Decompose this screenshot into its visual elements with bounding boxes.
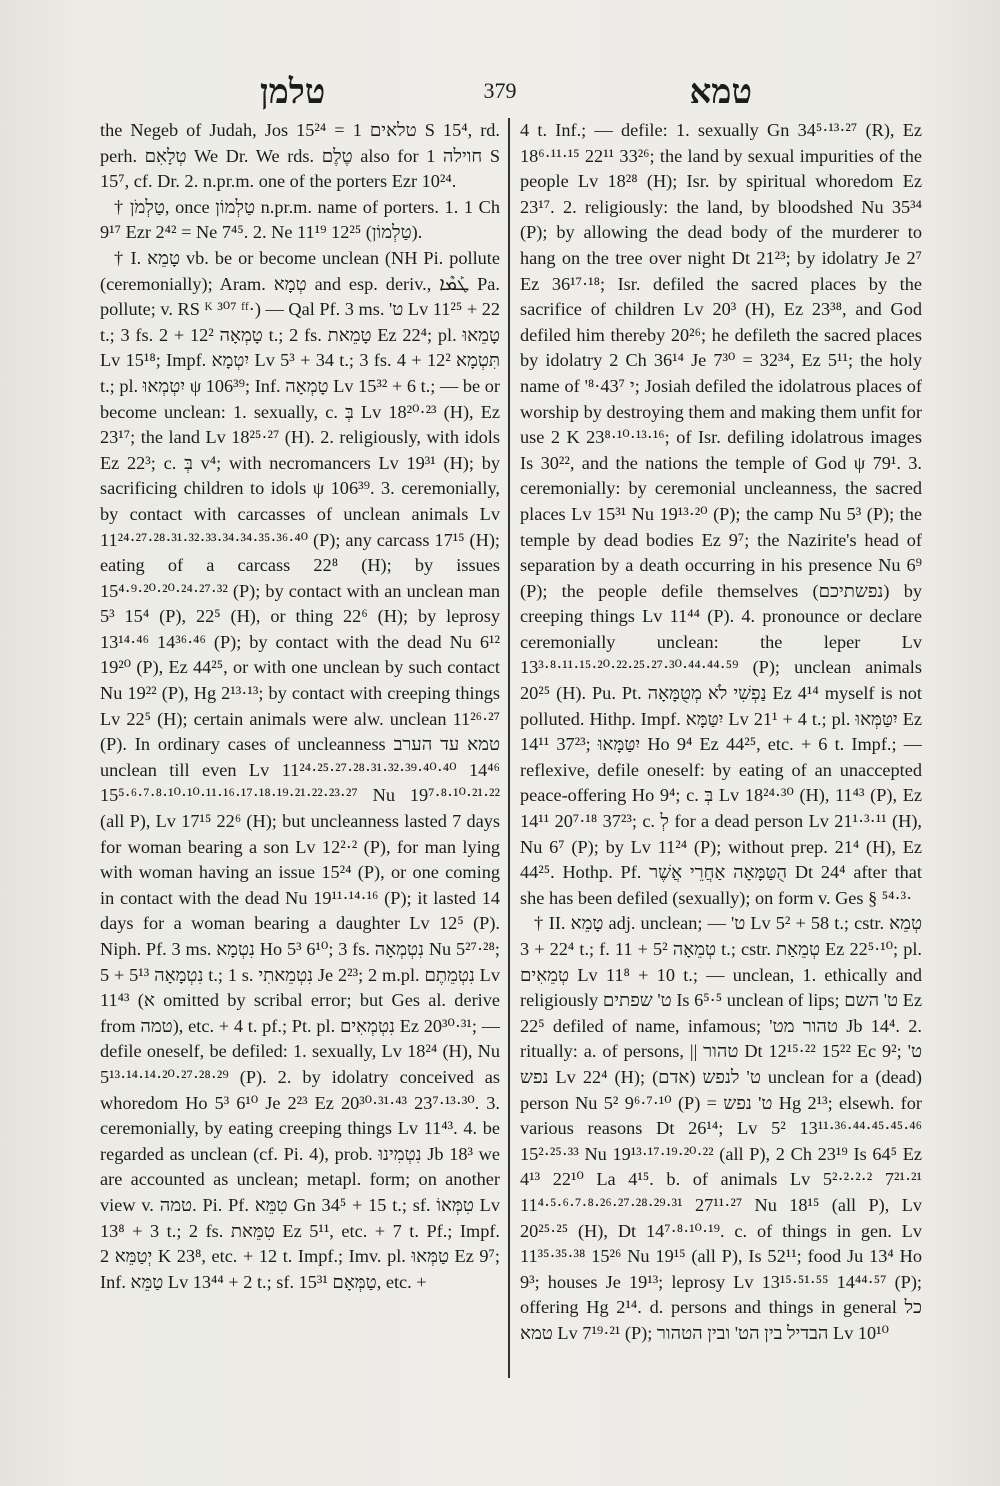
entry-tame-verb: † I. טָמֵא vb. be or become unclean (NH Pi. pollute (ceremonially); Aram. טְמָא and esp. deriv., ܛܰܡܶܐ Pa. pollute; v. RS ᴷ ³⁰⁷ ᶠᶠ·) — Qal Pf. 3 ms. 'ט Lv 11²⁵ + 22 t.; 3 fs. טָמְאָה 12² + 2 t.; 2 fs. טָמֵאת Ez 22⁴; pl. טָמֵאוּ Lv 15¹⁸; Impf. יִטְמָא Lv 5³ + 34 t.; 3 fs. תִּטְמָא 12² + 4 t.; pl. יִטְמְאוּ ψ 106³⁹; Inf. טָמְאָה Lv 15³² + 6 t.; — be or become unclean: 1. sexually, c. בְּ Lv 18²⁰·²³ (H), Ez 23¹⁷; the land Lv 18²⁵·²⁷ (H). 2. religiously, with idols Ez 22³; c. בְּ v⁴; with necromancers Lv 19³¹ (H); by sacrificing children to idols ψ 106³⁹. 3. ceremonially, by contact with carcasses of unclean animals Lv 11²⁴·²⁷·²⁸·³¹·³²·³³·³⁴·³⁴·³⁵·³⁶·⁴⁰ (P); any carcass 17¹⁵ (H); eating of a carcass 22⁸ (H); by issues 15⁴·⁹·²⁰·²⁰·²⁴·²⁷·³² (P); by contact with an unclean man 5³ 15⁴ (P), 22⁵ (H), or thing 22⁶ (H); by leprosy 13¹⁴·⁴⁶ 14³⁶·⁴⁶ (P); by contact with the dead Nu 6¹² 19²⁰ (P), Ez 44²⁵, or with one unclean by such contact Nu 19²² (P), Hg 2¹³·¹³; by contact with creeping things Lv 22⁵ (H); certain animals were alw. unclean 11²⁶·²⁷ (P). In ordinary cases of uncleanness טמא עד הערב unclean till even Lv 11²⁴·²⁵·²⁷·²⁸·³¹·³²·³⁹·⁴⁰·⁴⁰ 14⁴⁶ 15⁵·⁶·⁷·⁸·¹⁰·¹⁰·¹¹·¹⁶·¹⁷·¹⁸·¹⁹·²¹·²²·²³·²⁷ Nu 19⁷·⁸·¹⁰·²¹·²² (all P), Lv 17¹⁵ 22⁶ (H); but uncleanness lasted 7 days for woman bearing a son Lv 12²·² (P), for man lying with woman having an issue 15²⁴ (P), or one coming in contact with the dead Nu 19¹¹·¹⁴·¹⁶ (P); it lasted 14 days for a woman bearing a daughter Lv 12⁵ (P). Niph. Pf. 3 ms. נִטְמָא Ho 5³ 6¹⁰; 3 fs. נִטְמְאָה Nu 5²⁷·²⁸; נִטְמָאָה 5¹³ + 5 t.; 1 s. נִטְמֵאתִי Je 2²³; 2 m.pl. נִטְמֵתֶם Lv 11⁴³ (א omitted by scribal error; but Ges al. derive from טמה), etc. + 4 t. pf.; Pt. pl. נִטְמְאִים Ez 20³⁰·³¹; — defile oneself, be defiled: 1. sexually, Lv 18²⁴ (H), Nu 5¹³·¹⁴·¹⁴·²⁰·²⁷·²⁸·²⁹ (P). 2. by idolatry conceived as whoredom Ho 5³ 6¹⁰ Je 2²³ Ez 20³⁰·³¹·⁴³ 23⁷·¹³·³⁰. 3. ceremonially, by eating creeping things Lv 11⁴³. 4. be regarded as unclean (cf. Pi. 4), prob. נִטְמִינוּ Jb 18³ we are accounted as unclean; metapl. form; on another view v. טמה. Pi. Pf. טִמֵּא Gn 34⁵ + 15 t.; sf. טִמְּאוֹ Lv 13⁸ + 3 t.; 2 fs. טִמֵּאת Ez 5¹¹, etc. + 7 t. Pf.; Impf. יְטַמֵּא 2 K 23⁸, etc. + 12 t. Impf.; Imv. pl. טַמְּאוּ Ez 9⁷; Inf. טַמֵּא Lv 13⁴⁴ + 2 t.; sf. טַמְּאָם 15³¹, etc. + xyxy=(100,247,500,1292)
entry-talmon: † טַלְמֹן, once טַלְמוֹן n.pr.m. name of porters. 1. 1 Ch 9¹⁷ Ezr 2⁴² = Ne 7⁴⁵. 2. Ne 11¹⁹ 12²⁵ (טַלְמוֹן). xyxy=(100,196,500,243)
right-column xyxy=(520,118,922,1388)
entry-tame-adjective: † II. טָמֵא adj. unclean; — 'ט Lv 5² + 58 t.; cstr. טְמֵא 22⁴ + 3 t.; f. טְמֵאָה 5² + 11 t.; cstr. טְמֵאַת Ez 22⁵·¹⁰; pl. טְמֵאִים Lv 11⁸ + 10 t.; — unclean, 1. ethically and religiously ט' שפתים Is 6⁵·⁵ unclean of lips; ט' השם Ez 22⁵ defiled of name, infamous; 'טהור מט Jb 14⁴. 2. ritually: a. of persons, || טהור Dt 12¹⁵·²² 15²² Ec 9²; ט' נפש Lv 22⁴ (H); ט' לנפש (אדם) unclean for a (dead) person Nu 5² 9⁶·⁷·¹⁰ (P) = ט' נפש Hg 2¹³; elsewh. for various reasons Dt 26¹⁴; Lv 5² 13¹¹·³⁶·⁴⁴·⁴⁵·⁴⁵·⁴⁶ 15²·²⁵·³³ Nu 19¹³·¹⁷·¹⁹·²⁰·²² (all P), 2 Ch 23¹⁹ Is 64⁵ Ez 4¹³ 22¹⁰ La 4¹⁵. b. of animals Lv 5²·²·²·² 7²¹·²¹ 11⁴·⁵·⁶·⁷·⁸·²⁶·²⁷·²⁸·²⁹·³¹ 27¹¹·²⁷ Nu 18¹⁵ (all P), Lv 20²⁵·²⁵ (H), Dt 14⁷·⁸·¹⁰·¹⁹. c. of things in gen. Lv 11³⁵·³⁵·³⁸ 15²⁶ Nu 19¹⁵ (all P), Is 52¹¹; food Ju 13⁴ Ho 9³; houses Je 19¹³; leprosy Lv 13¹⁵·⁵¹·⁵⁵ 14⁴⁴·⁵⁷ (P); offering Hg 2¹⁴. d. persons and things in general כל טמא Lv 7¹⁹·²¹ (P); הבדיל בין הט' ובין הטהור Lv 10¹⁰ xyxy=(520,913,922,1343)
header-right-word: טמא xyxy=(689,74,752,111)
page-number: 379 xyxy=(483,78,517,103)
header-left-word: טלמן xyxy=(260,74,326,111)
entry-continuation: the Negeb of Judah, Jos 15²⁴ = טלאים 1 S 15⁴, rd. perh. טְלָאִם We Dr. We rds. טֶלֶם also for חוילה 1 S 15⁷, cf. Dr. 2. n.pr.m. one of the porters Ezr 10²⁴. xyxy=(100,120,500,192)
entry-tame-verb-continuation: 4 t. Inf.; — defile: 1. sexually Gn 34⁵·¹³·²⁷ (R), Ez 18⁶·¹¹·¹⁵ 22¹¹ 33²⁶; the land by sexual impurities of the people Lv 18²⁸ (H); Isr. by spiritual whoredom Ez 23¹⁷. 2. religiously: the land, by bloodshed Nu 35³⁴ (P); by allowing the dead body of the murderer to hang on the tree over night Dt 21²³; by idolatry Je 2⁷ Ez 36¹⁷·¹⁸; Isr. defiled the sacred places by the sacrifice of children Lv 20³ (H), Ez 23³⁸, and God defiled him thereby 20²⁶; he defileth the sacred places by idolatry 2 Ch 36¹⁴ Je 7³⁰ = 32³⁴, Ez 5¹¹; the holy name of 'י 43⁷·⁸; Josiah defiled the idolatrous places of worship by destroying them and making them unfit for use 2 K 23⁸·¹⁰·¹³·¹⁶; of Isr. defiling idolatrous images Is 30²², and the nations the temple of God ψ 79¹. 3. ceremonially: by ceremonial uncleanness, the sacred places Lv 15³¹ Nu 19¹³·²⁰ (P); the camp Nu 5³ (P); the temple by dead bodies Ez 9⁷; the Nazirite's head of separation by a death occurring in his presence Nu 6⁹ (P); the people defile themselves (נפשתיכם) by creeping things Lv 11⁴⁴ (P). 4. pronounce or declare ceremonially unclean: the leper Lv 13³·⁸·¹¹·¹⁵·²⁰·²²·²⁵·²⁷·³⁰·⁴⁴·⁴⁴·⁵⁹ (P); unclean animals 20²⁵ (H). Pu. Pt. נַפְשִׁי לֹא מְטֻמָּאָה Ez 4¹⁴ myself is not polluted. Hithp. Impf. יִטַּמָּא Lv 21¹ + 4 t.; pl. יִטַּמְּאוּ Ez 14¹¹ 37²³; יִטַּמָּאוּ Ho 9⁴ Ez 44²⁵, etc. + 6 t. Impf.; — reflexive, defile oneself: by eating of an unaccepted peace-offering Ho 9⁴; c. בְּ Lv 18²⁴·³⁰ (H), 11⁴³ (P), Ez 14¹¹ 20⁷·¹⁸ 37²³; c. לְ for a dead person Lv 21¹·³·¹¹ (H), Nu 6⁷ (P); by Lv 11²⁴ (P); without prep. 21⁴ (H), Ez 44²⁵. Hothp. Pf. הֻטַּמָּאָה אַחֲרֵי אֲשֶׁר Dt 24⁴ after that she has been defiled (sexually); on form v. Ges § ⁵⁴·³· xyxy=(520,120,922,908)
running-header xyxy=(100,72,900,122)
column-divider xyxy=(508,118,510,1378)
left-column xyxy=(100,118,500,1388)
